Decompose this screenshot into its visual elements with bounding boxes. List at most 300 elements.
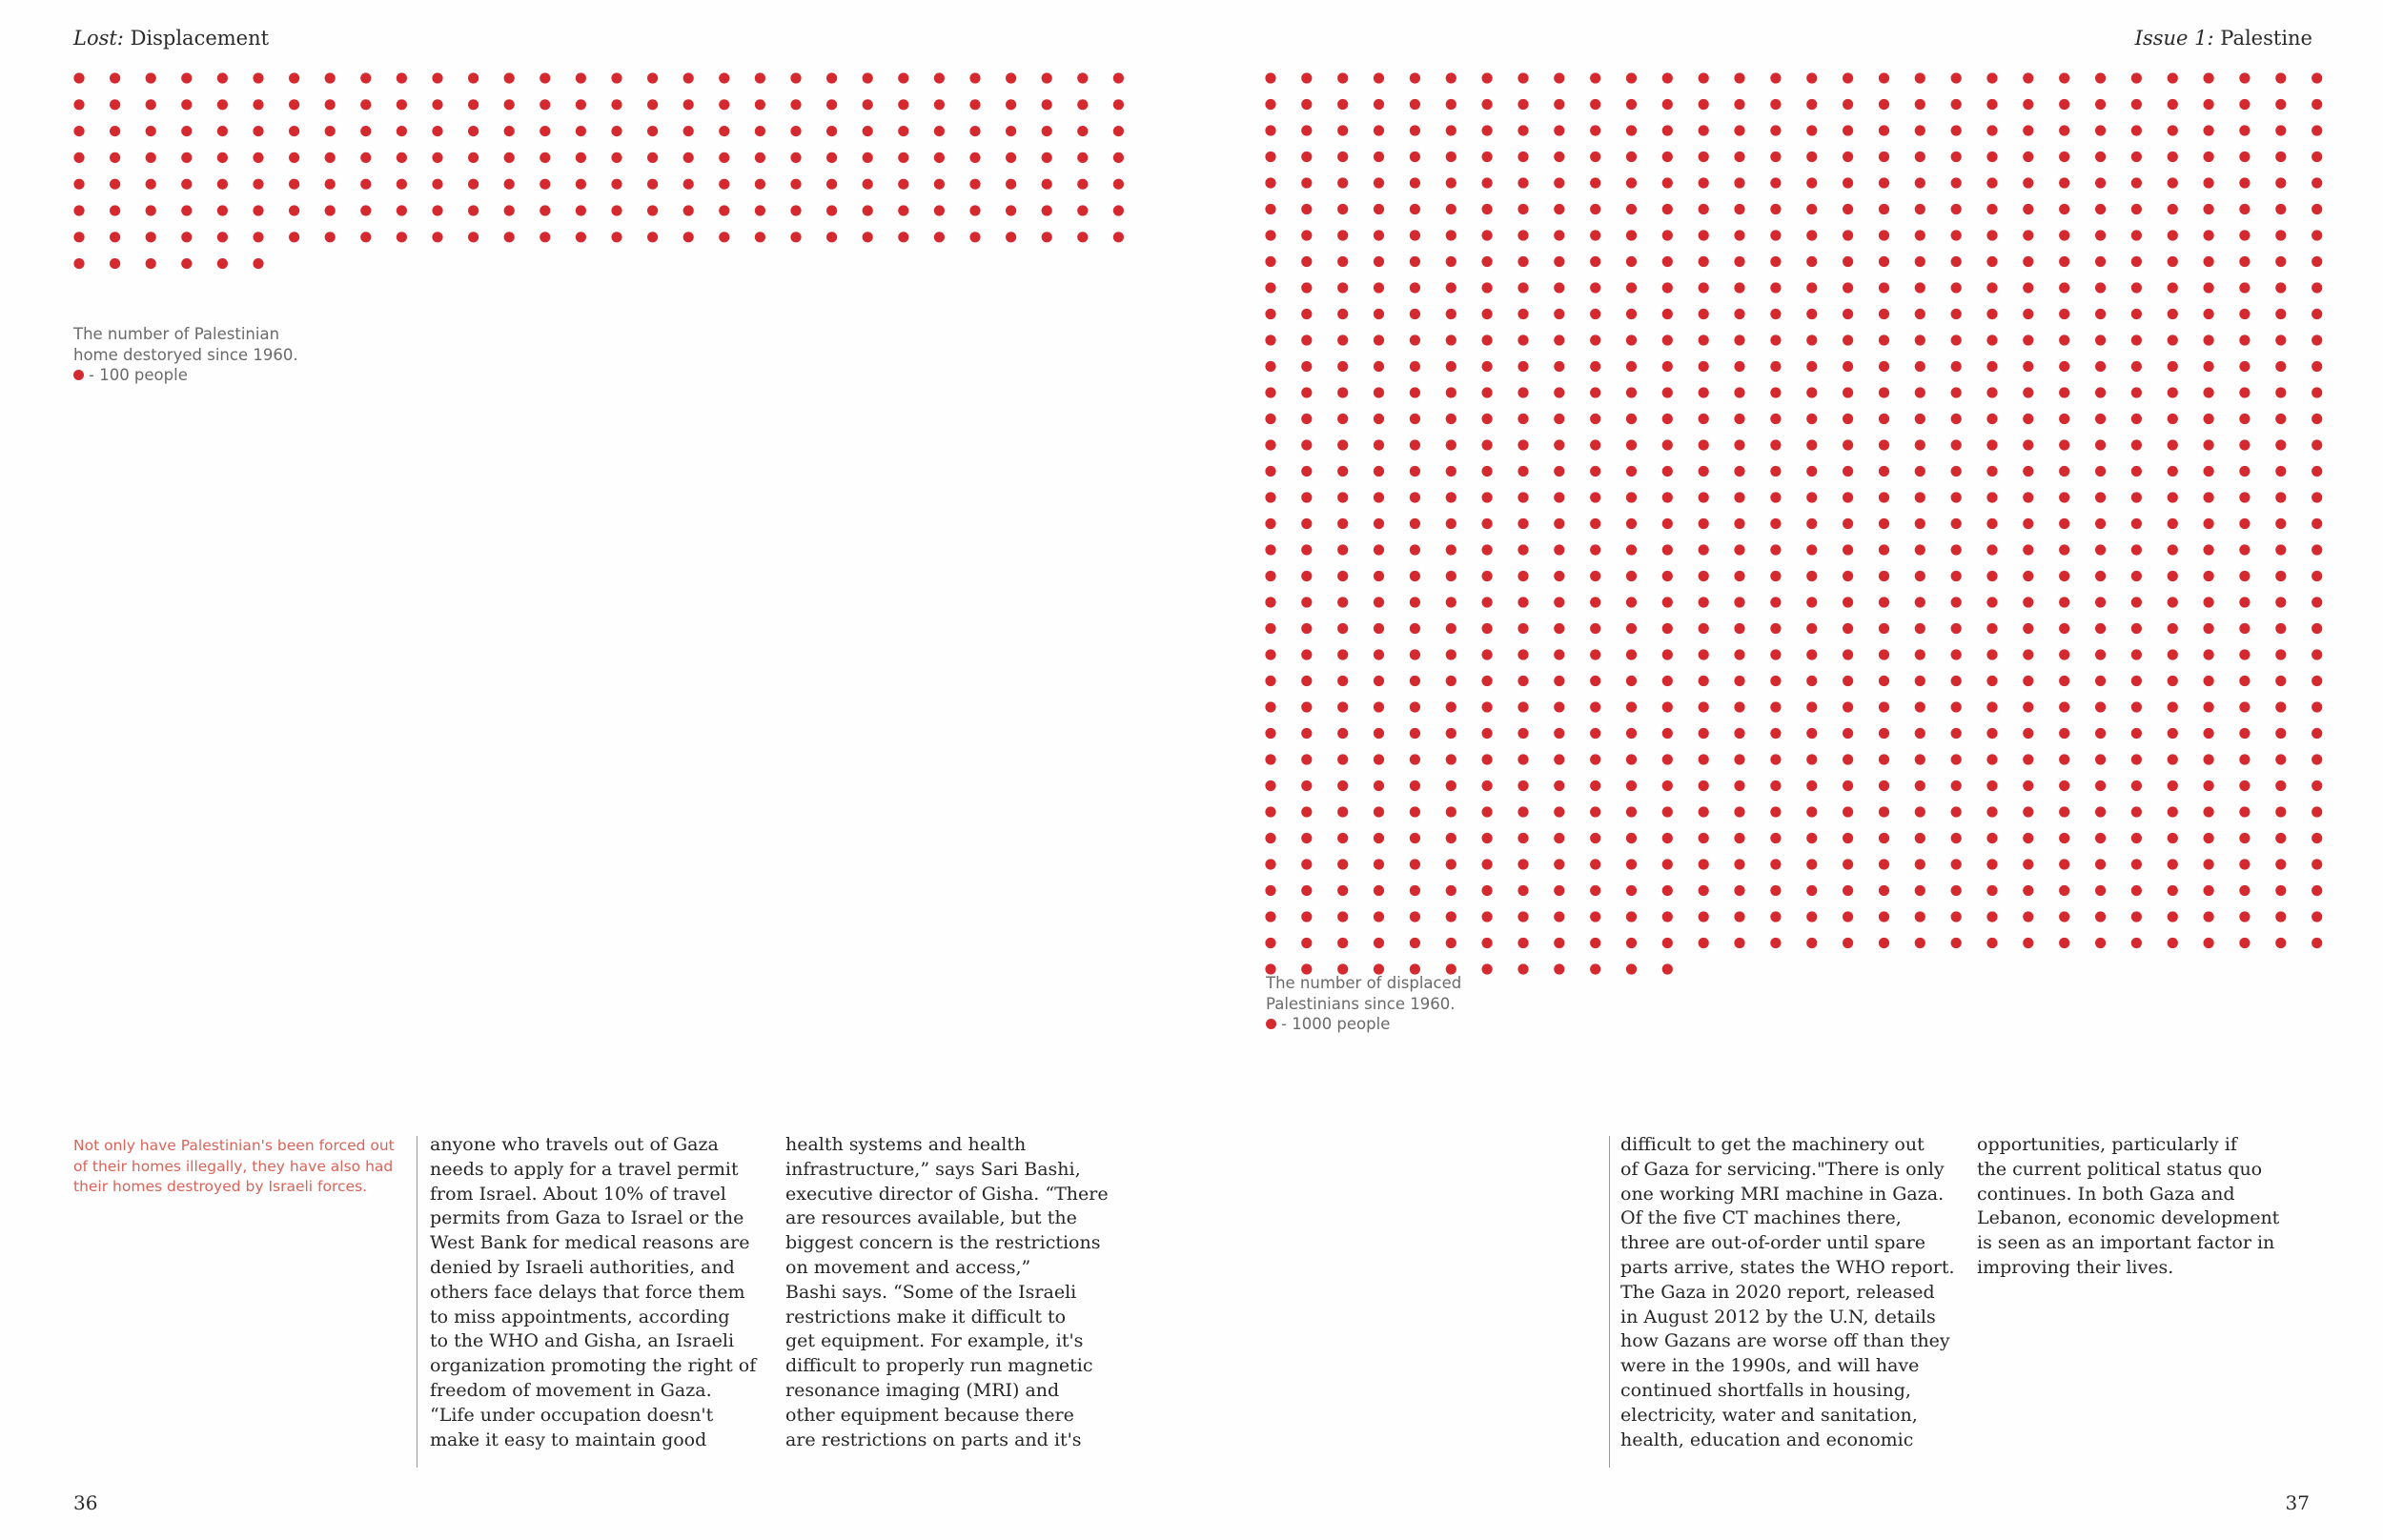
dot-marker (1301, 466, 1312, 476)
dot-marker (1806, 361, 1817, 372)
dot-marker (1915, 728, 1925, 739)
dot-marker (863, 99, 873, 110)
dot-marker (1806, 754, 1817, 764)
dot-marker (1446, 649, 1456, 659)
dot-marker (1554, 282, 1564, 293)
dot-marker (1554, 623, 1564, 634)
dot-marker (1951, 99, 1962, 110)
dot-marker (1410, 439, 1420, 450)
dot-marker (1077, 205, 1088, 215)
dot-marker (2059, 806, 2069, 817)
dot-marker (2059, 334, 2069, 345)
dot-marker (540, 205, 550, 215)
dot-marker (1446, 597, 1456, 607)
dot-marker (2168, 911, 2178, 922)
dot-marker (2131, 387, 2142, 397)
dot-marker (2168, 466, 2178, 476)
dot-marker (2204, 152, 2214, 162)
dot-marker (1590, 152, 1600, 162)
dot-marker (1590, 334, 1600, 345)
dot-marker (755, 179, 765, 190)
dot-marker (2168, 361, 2178, 372)
dot-marker (2023, 754, 2033, 764)
dot-marker (1734, 72, 1744, 83)
dot-marker (1699, 361, 1709, 372)
dot-marker (2239, 72, 2250, 83)
dot-marker (2023, 806, 2033, 817)
dot-marker (647, 152, 658, 163)
dot-marker (1662, 230, 1673, 240)
text-line: restrictions make it difficult to (785, 1306, 1067, 1327)
dot-marker (1770, 833, 1781, 843)
dot-marker (1879, 492, 1889, 502)
pull-quote-line: Not only have Palestinian's been forced out (73, 1137, 395, 1154)
dot-marker (1301, 676, 1312, 686)
dot-marker (1446, 99, 1456, 110)
dot-marker (2023, 256, 2033, 267)
dot-marker (2204, 334, 2214, 345)
dot-marker (1806, 152, 1817, 162)
dot-marker (2312, 806, 2322, 817)
dot-marker (2059, 492, 2069, 502)
dot-marker (1265, 623, 1275, 634)
dot-marker (2095, 701, 2106, 712)
dot-marker (1265, 518, 1275, 529)
dot-marker (1554, 806, 1564, 817)
dot-marker (73, 72, 84, 83)
dot-marker (1806, 701, 1817, 712)
dot-marker (1374, 938, 1384, 948)
dot-marker (1554, 230, 1564, 240)
dot-marker (1337, 728, 1348, 739)
dot-marker (1951, 282, 1962, 293)
dot-marker (2095, 72, 2106, 83)
dot-marker (1986, 125, 1997, 135)
dot-marker (1626, 806, 1637, 817)
chart-caption-homes (73, 324, 298, 386)
dot-marker (1699, 334, 1709, 345)
dot-marker (1915, 492, 1925, 502)
dot-marker (611, 99, 621, 110)
dot-marker (1337, 701, 1348, 712)
dot-marker (2023, 911, 2033, 922)
dot-marker (1626, 623, 1637, 634)
dot-marker (1410, 518, 1420, 529)
dot-marker (2095, 911, 2106, 922)
dot-marker (2275, 387, 2286, 397)
dot-marker (1301, 571, 1312, 581)
dot-marker (217, 179, 228, 190)
dot-marker (2312, 414, 2322, 424)
dot-marker (1699, 177, 1709, 188)
dot-marker (2275, 885, 2286, 896)
dot-marker (1482, 387, 1493, 397)
text-line: other equipment because there (785, 1404, 1074, 1426)
dot-marker (1734, 177, 1744, 188)
dot-marker (1590, 492, 1600, 502)
dot-marker (1843, 623, 1853, 634)
text-line: electricity, water and sanitation, (1620, 1404, 1918, 1426)
dot-marker (2204, 623, 2214, 634)
text-line: parts arrive, states the WHO report. (1620, 1256, 1955, 1278)
dot-marker (397, 205, 407, 215)
dot-marker (790, 126, 801, 136)
dot-marker (1986, 780, 1997, 791)
dot-marker (1806, 649, 1817, 659)
text-line: Lebanon, economic development (1977, 1207, 2280, 1229)
dot-marker (397, 99, 407, 110)
dot-marker (1770, 571, 1781, 581)
dot-marker (1042, 152, 1052, 163)
dot-marker (1986, 701, 1997, 712)
dot-marker (1517, 701, 1528, 712)
dot-marker (2204, 361, 2214, 372)
dot-marker (397, 232, 407, 242)
dot-marker (863, 179, 873, 190)
dot-marker (1986, 676, 1997, 686)
dot-marker (1374, 414, 1384, 424)
dot-marker (432, 72, 442, 83)
dot-marker (2239, 597, 2250, 607)
dot-marker (1006, 72, 1016, 83)
dot-marker (1951, 571, 1962, 581)
dot-marker (1770, 334, 1781, 345)
dot-marker (432, 126, 442, 136)
dot-marker (1554, 859, 1564, 869)
dot-marker (360, 205, 371, 215)
dot-marker (1699, 806, 1709, 817)
dot-marker (1951, 780, 1962, 791)
dot-marker (1986, 911, 1997, 922)
dot-marker (2131, 99, 2142, 110)
dot-marker (1662, 754, 1673, 764)
dot-marker (1915, 414, 1925, 424)
dot-marker (1374, 833, 1384, 843)
dot-marker (2023, 859, 2033, 869)
dot-marker (1806, 492, 1817, 502)
dot-marker (647, 72, 658, 83)
dot-marker (2239, 177, 2250, 188)
dot-marker (2168, 72, 2178, 83)
dot-marker (1482, 649, 1493, 659)
dot-marker (2095, 859, 2106, 869)
pull-quote (73, 1136, 409, 1198)
dot-marker (1482, 492, 1493, 502)
text-line: were in the 1990s, and will have (1620, 1355, 1920, 1377)
dot-marker (1915, 623, 1925, 634)
dot-marker (1590, 597, 1600, 607)
dot-marker (1265, 309, 1275, 319)
dot-marker (1410, 99, 1420, 110)
dot-marker (1879, 125, 1889, 135)
dot-marker (1662, 571, 1673, 581)
dot-marker (969, 126, 980, 136)
dot-marker (1446, 623, 1456, 634)
dot-marker (2023, 518, 2033, 529)
dot-marker (1915, 859, 1925, 869)
dot-marker (1590, 282, 1600, 293)
dot-marker (1806, 623, 1817, 634)
dot-marker (1410, 414, 1420, 424)
dot-marker (1986, 256, 1997, 267)
dot-marker (2131, 833, 2142, 843)
dot-marker (289, 99, 299, 110)
dot-marker (2023, 125, 2033, 135)
dot-marker (1626, 518, 1637, 529)
dot-marker (1374, 754, 1384, 764)
dot-marker (1554, 518, 1564, 529)
dot-marker (755, 232, 765, 242)
dot-marker (360, 126, 371, 136)
dot-marker (1843, 780, 1853, 791)
dot-marker (1951, 334, 1962, 345)
dot-marker (1734, 728, 1744, 739)
dot-marker (1482, 859, 1493, 869)
dot-marker (2131, 518, 2142, 529)
dot-marker (1446, 125, 1456, 135)
dot-marker (146, 205, 156, 215)
dot-marker (1374, 439, 1384, 450)
dot-marker (1806, 72, 1817, 83)
dot-marker (1265, 152, 1275, 162)
dot-marker (1006, 99, 1016, 110)
dot-marker (1446, 387, 1456, 397)
dot-marker (2059, 518, 2069, 529)
dot-marker (1662, 885, 1673, 896)
dot-marker (1077, 72, 1088, 83)
dot-marker (1554, 334, 1564, 345)
dot-marker (1410, 309, 1420, 319)
dot-marker (1590, 911, 1600, 922)
dot-marker (1843, 544, 1853, 555)
dot-marker (2204, 728, 2214, 739)
dot-marker (2168, 571, 2178, 581)
dot-marker (1590, 72, 1600, 83)
dot-marker (1879, 334, 1889, 345)
dot-marker (1951, 676, 1962, 686)
dot-marker (1446, 701, 1456, 712)
dot-marker (1951, 806, 1962, 817)
dot-marker (1734, 518, 1744, 529)
dot-marker (1265, 885, 1275, 896)
dot-marker (1006, 179, 1016, 190)
dot-marker (110, 99, 120, 110)
dot-marker (1986, 806, 1997, 817)
dot-marker (1915, 911, 1925, 922)
dot-marker (1590, 387, 1600, 397)
dot-marker (1734, 204, 1744, 214)
dot-marker (2312, 728, 2322, 739)
dot-marker (1410, 728, 1420, 739)
text-line: denied by Israeli authorities, and (430, 1256, 735, 1278)
dot-marker (1986, 334, 1997, 345)
dot-marker (2131, 439, 2142, 450)
dot-marker (1301, 859, 1312, 869)
dot-marker (432, 179, 442, 190)
dot-marker (2168, 177, 2178, 188)
dot-marker (1590, 701, 1600, 712)
dot-marker (360, 152, 371, 163)
dot-marker (1265, 597, 1275, 607)
dot-marker (110, 152, 120, 163)
dot-marker (1006, 152, 1016, 163)
dot-marker (1951, 387, 1962, 397)
dot-marker (432, 152, 442, 163)
dot-marker (1410, 125, 1420, 135)
dot-marker (73, 258, 84, 269)
dot-marker (146, 152, 156, 163)
dot-marker (397, 152, 407, 163)
dot-marker (2312, 439, 2322, 450)
text-line: Of the five CT machines there, (1620, 1207, 1902, 1229)
dot-marker (540, 72, 550, 83)
dot-marker (2059, 597, 2069, 607)
dot-marker (2059, 177, 2069, 188)
dot-marker (1265, 571, 1275, 581)
dot-marker (1734, 544, 1744, 555)
dot-marker (1374, 466, 1384, 476)
dot-marker (2059, 911, 2069, 922)
text-line: health systems and health (785, 1134, 1027, 1155)
dot-marker (2312, 754, 2322, 764)
dot-marker (1517, 728, 1528, 739)
dot-marker (2131, 676, 2142, 686)
dot-marker (1915, 754, 1925, 764)
dot-marker (719, 126, 729, 136)
dot-marker (1915, 125, 1925, 135)
dot-marker (1879, 544, 1889, 555)
dot-marker (2312, 334, 2322, 345)
dot-marker (1734, 152, 1744, 162)
dot-marker (73, 126, 84, 136)
dot-marker (2204, 99, 2214, 110)
dot-marker (1265, 177, 1275, 188)
dot-marker (2131, 701, 2142, 712)
dot-marker (1590, 177, 1600, 188)
dot-marker (1662, 309, 1673, 319)
dot-marker (1879, 728, 1889, 739)
dot-marker (1986, 518, 1997, 529)
dot-marker (934, 126, 945, 136)
dot-marker (1734, 754, 1744, 764)
dot-marker (2095, 125, 2106, 135)
dot-marker (2023, 728, 2033, 739)
dot-marker (1482, 466, 1493, 476)
caption-line: Palestinians since 1960. (1266, 994, 1456, 1013)
dot-marker (2131, 177, 2142, 188)
dot-marker (2312, 152, 2322, 162)
dot-marker (2131, 334, 2142, 345)
dot-marker (289, 126, 299, 136)
legend-label: - 100 people (89, 366, 188, 384)
dot-marker (2059, 938, 2069, 948)
dot-marker (1770, 492, 1781, 502)
dot-marker (826, 179, 837, 190)
dot-marker (2239, 152, 2250, 162)
dot-marker (2239, 833, 2250, 843)
dot-marker (1879, 177, 1889, 188)
caption-line: home destoryed since 1960. (73, 345, 298, 364)
dot-marker (217, 205, 228, 215)
dot-marker (2204, 204, 2214, 214)
dot-marker (2059, 754, 2069, 764)
dot-marker (2095, 439, 2106, 450)
dot-marker (1662, 361, 1673, 372)
dot-marker (1265, 361, 1275, 372)
dot-marker (217, 152, 228, 163)
dot-marker (2059, 152, 2069, 162)
dot-marker (611, 232, 621, 242)
dot-marker (110, 232, 120, 242)
dot-marker (325, 179, 336, 190)
dot-marker (2095, 806, 2106, 817)
dot-marker (2239, 676, 2250, 686)
dot-marker (253, 179, 263, 190)
dot-marker (217, 99, 228, 110)
dot-marker (1770, 597, 1781, 607)
dot-marker (1879, 282, 1889, 293)
dot-marker (1517, 623, 1528, 634)
dot-marker (2095, 152, 2106, 162)
dot-marker (2312, 701, 2322, 712)
dot-marker (1626, 152, 1637, 162)
dot-marker (1590, 99, 1600, 110)
dot-marker (1517, 387, 1528, 397)
dot-marker (2312, 309, 2322, 319)
dot-marker (1843, 439, 1853, 450)
dot-marker (1951, 204, 1962, 214)
dot-marker (2023, 230, 2033, 240)
dot-marker (1482, 885, 1493, 896)
dot-marker (1410, 885, 1420, 896)
dot-marker (2095, 256, 2106, 267)
dot-marker (73, 152, 84, 163)
dot-marker (1374, 518, 1384, 529)
dot-marker (1517, 125, 1528, 135)
dot-marker (2275, 597, 2286, 607)
dot-marker (1517, 230, 1528, 240)
dot-marker (2312, 623, 2322, 634)
dot-marker (1879, 361, 1889, 372)
dot-marker (1806, 387, 1817, 397)
dot-marker (2239, 544, 2250, 555)
dot-marker (217, 232, 228, 242)
dot-marker (863, 72, 873, 83)
dot-marker (432, 99, 442, 110)
dot-marker (2312, 571, 2322, 581)
dot-marker (1986, 309, 1997, 319)
dot-marker (1410, 571, 1420, 581)
dot-marker (2095, 571, 2106, 581)
text-line: of Gaza for servicing."There is only (1620, 1158, 1945, 1180)
dot-marker (1337, 754, 1348, 764)
dot-marker (1699, 544, 1709, 555)
dot-marker (2131, 571, 2142, 581)
dot-marker (969, 232, 980, 242)
text-line: Bashi says. “Some of the Israeli (785, 1281, 1077, 1303)
dot-marker (1699, 72, 1709, 83)
dot-marker (898, 205, 908, 215)
dot-marker (1482, 780, 1493, 791)
dot-marker (504, 72, 515, 83)
dot-marker (1915, 885, 1925, 896)
dot-marker (755, 152, 765, 163)
dot-marker (1806, 859, 1817, 869)
dot-marker (1077, 152, 1088, 163)
dot-marker (1265, 99, 1275, 110)
dot-marker (1662, 152, 1673, 162)
dot-marker (1517, 99, 1528, 110)
